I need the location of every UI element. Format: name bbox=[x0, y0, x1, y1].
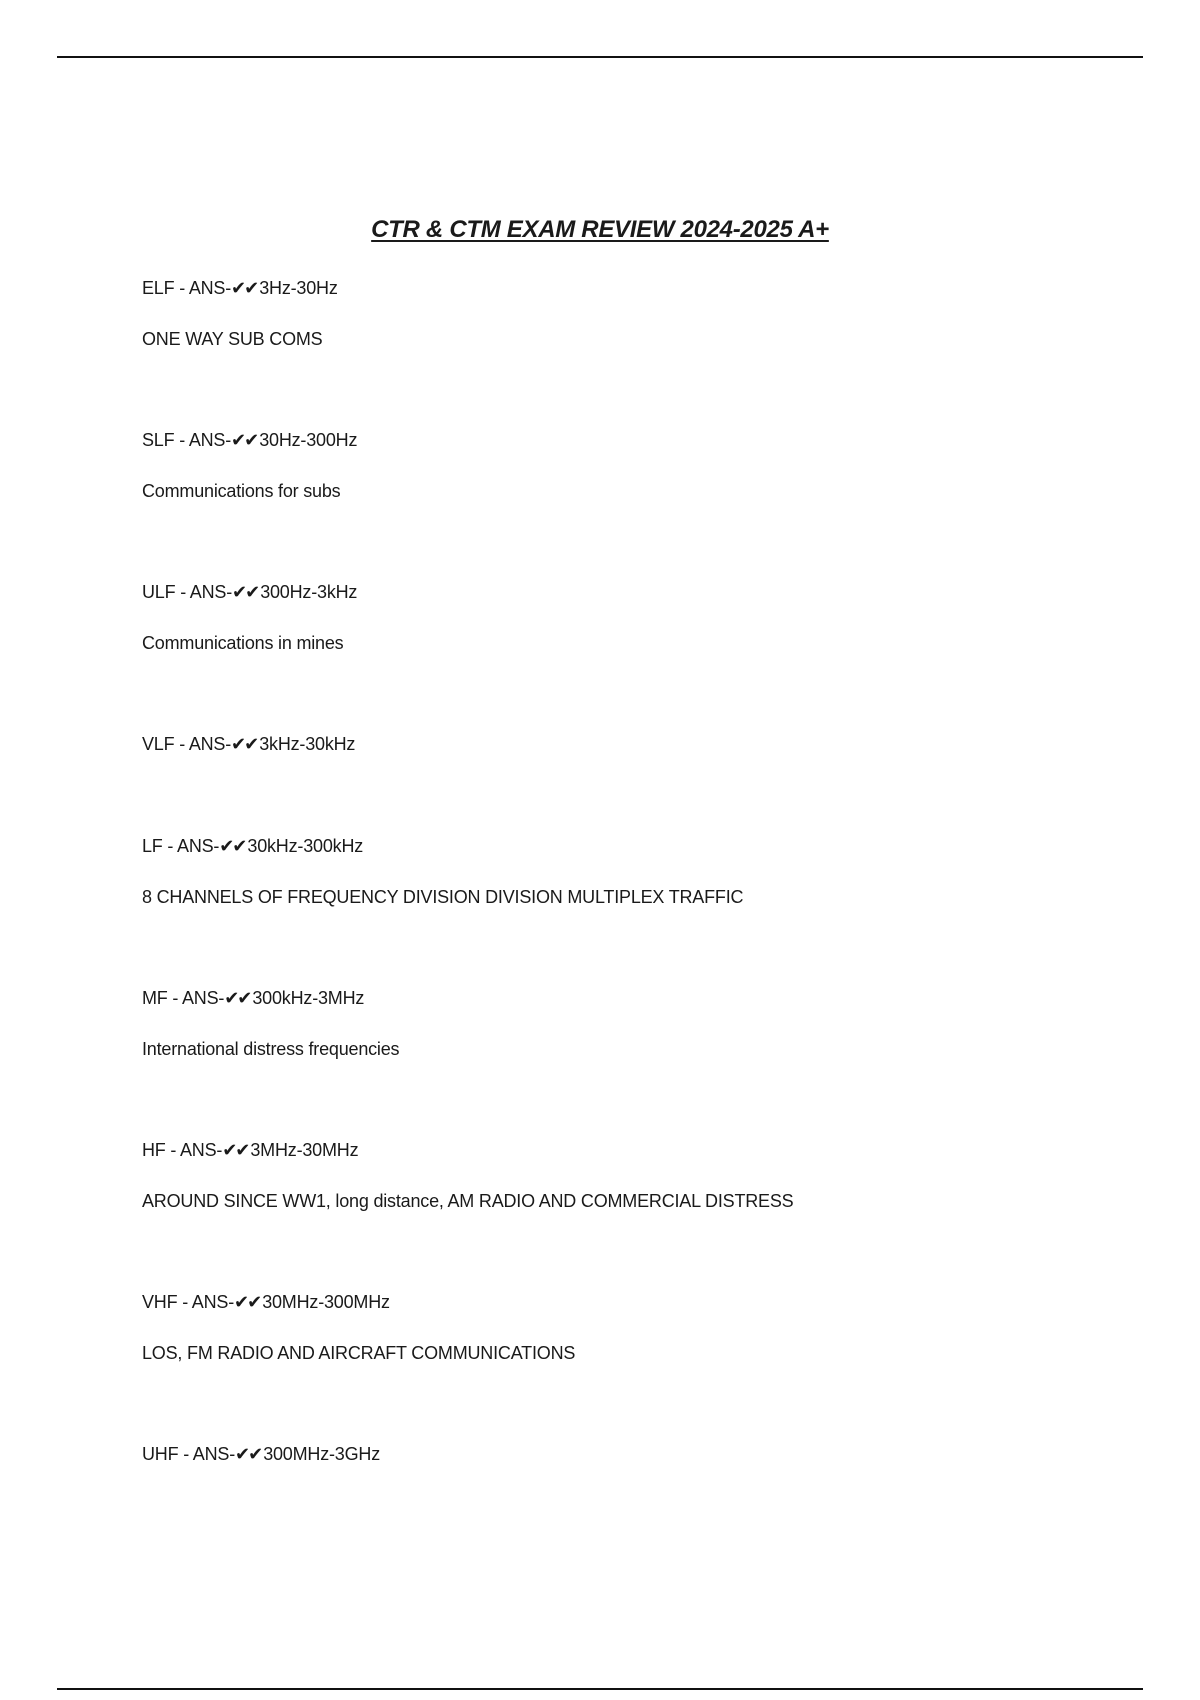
check-icon: ✔✔ bbox=[235, 1444, 262, 1464]
entry-term: HF - ANS- bbox=[142, 1140, 223, 1160]
check-icon: ✔✔ bbox=[231, 430, 258, 450]
entry-answer: 30Hz-300Hz bbox=[259, 430, 358, 450]
entry-term: SLF - ANS- bbox=[142, 430, 232, 450]
entry-answer: 30kHz-300kHz bbox=[247, 836, 364, 856]
entry-term: ULF - ANS- bbox=[142, 582, 233, 602]
check-icon: ✔✔ bbox=[231, 278, 258, 298]
entry-answer: 300Hz-3kHz bbox=[260, 582, 358, 602]
entry-uhf-question bbox=[142, 1444, 380, 1465]
check-icon: ✔✔ bbox=[219, 836, 246, 856]
entry-vlf-question bbox=[142, 734, 355, 755]
entry-elf-question bbox=[142, 278, 338, 299]
bottom-rule bbox=[57, 1688, 1143, 1690]
entry-answer: 3kHz-30kHz bbox=[259, 734, 356, 754]
entry-term: VLF - ANS- bbox=[142, 734, 232, 754]
entry-hf-note: AROUND SINCE WW1, long distance, AM RADIO AND COMMERCIAL DISTRESS bbox=[142, 1191, 794, 1211]
entry-term: UHF - ANS- bbox=[142, 1444, 236, 1464]
top-rule bbox=[57, 56, 1143, 58]
entry-slf-note: Communications for subs bbox=[142, 481, 341, 501]
entry-answer: 300MHz-3GHz bbox=[263, 1444, 381, 1464]
entry-lf-question bbox=[142, 836, 363, 857]
entry-vhf-question bbox=[142, 1292, 390, 1313]
entry-answer: 3Hz-30Hz bbox=[259, 278, 338, 298]
check-icon: ✔✔ bbox=[231, 734, 258, 754]
entry-answer: 3MHz-30MHz bbox=[250, 1140, 359, 1160]
check-icon: ✔✔ bbox=[234, 1292, 261, 1312]
entry-term: MF - ANS- bbox=[142, 988, 225, 1008]
entry-slf-question bbox=[142, 430, 357, 451]
entry-term: VHF - ANS- bbox=[142, 1292, 235, 1312]
entry-mf-question bbox=[142, 988, 364, 1009]
entry-answer: 300kHz-3MHz bbox=[252, 988, 365, 1008]
entry-term: ELF - ANS- bbox=[142, 278, 232, 298]
check-icon: ✔✔ bbox=[224, 988, 251, 1008]
check-icon: ✔✔ bbox=[232, 582, 259, 602]
check-icon: ✔✔ bbox=[222, 1140, 249, 1160]
entry-elf-note: ONE WAY SUB COMS bbox=[142, 329, 323, 349]
entry-hf-question bbox=[142, 1140, 358, 1161]
entry-mf-note: International distress frequencies bbox=[142, 1039, 400, 1059]
entry-answer: 30MHz-300MHz bbox=[262, 1292, 390, 1312]
entry-term: LF - ANS- bbox=[142, 836, 220, 856]
entry-ulf-note: Communications in mines bbox=[142, 633, 344, 653]
entry-ulf-question bbox=[142, 582, 357, 603]
entry-vhf-note: LOS, FM RADIO AND AIRCRAFT COMMUNICATIONS bbox=[142, 1343, 576, 1363]
entry-lf-note: 8 CHANNELS OF FREQUENCY DIVISION DIVISION MULTIPLEX TRAFFIC bbox=[142, 887, 744, 907]
document-title: CTR & CTM EXAM REVIEW 2024-2025 A+ bbox=[371, 216, 829, 243]
